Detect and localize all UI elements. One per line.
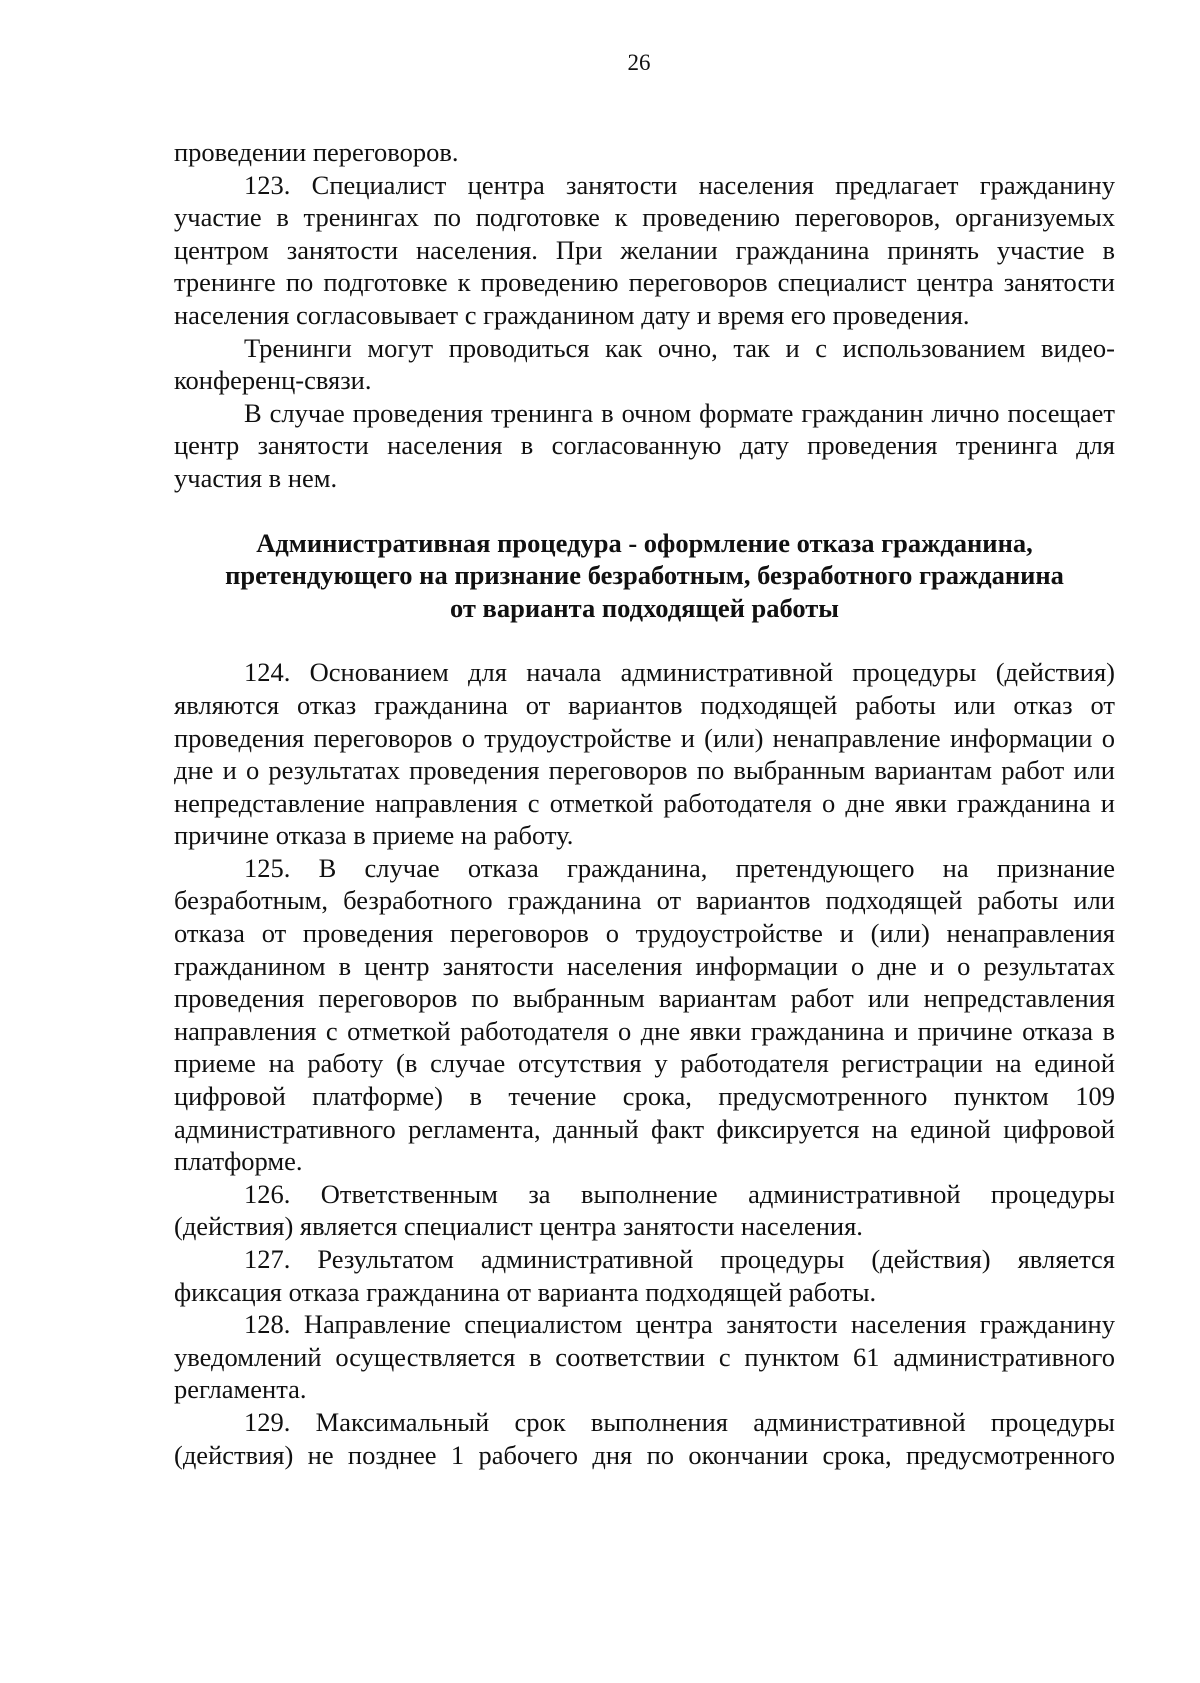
paragraph-124: 124. Основанием для начала административной процедуры (действия) являются отказ гражданина от вариантов подходящей работы или отказ от проведения переговоров о трудоустройстве и (или) ненаправление информации о дне и о результатах проведения переговоров по выбранным вариантам работ или непредставление направления с отметкой работодателя о дне явки гражданина и причине отказа в приеме на работу. [174,657,1115,851]
section-heading [174,527,1115,625]
paragraph-123: 123. Специалист центра занятости населения предлагает гражданину участие в тренингах по подготовке к проведению переговоров, организуемых центром занятости населения. При желании гражданина принять участие в тренинге по подготовке к проведению переговоров специалист центра занятости населения согласовывает с гражданином дату и время его проведения. [174,169,1115,330]
section-heading-line: от варианта подходящей работы [450,592,839,623]
paragraph-128: 128. Направление специалистом центра занятости населения гражданину уведомлений осуществляется в соответствии с пунктом 61 административного регламента. [174,1309,1115,1405]
page-number: 26 [627,50,651,75]
document-body [174,136,1115,1471]
paragraph-in-person-training: В случае проведения тренинга в очном формате гражданин лично посещает центр занятости населения в согласованную дату проведения тренинга для участия в нем. [174,397,1115,493]
paragraph-127: 127. Результатом административной процедуры (действия) является фиксация отказа гражданина от варианта подходящей работы. [174,1244,1115,1307]
paragraph-129: 129. Максимальный срок выполнения административной процедуры (действия) не позднее 1 рабочего дня по окончании срока, предусмотренного [174,1406,1115,1470]
section-heading-line: претендующего на признание безработным, безработного гражданина [225,560,1064,591]
section-heading-line: Административная процедура - оформление отказа гражданина, [256,527,1033,558]
paragraph-continuation: проведении переговоров. [174,137,459,167]
paragraph-126: 126. Ответственным за выполнение административной процедуры (действия) является специалист центра занятости населения. [174,1178,1115,1242]
spacer [174,624,1115,656]
spacer [174,495,1115,527]
paragraph-125: 125. В случае отказа гражданина, претендующего на признание безработным, безработного гражданина от вариантов подходящей работы или отказа от проведения переговоров о трудоустройстве и (или) ненаправления гражданином в центр занятости населения информации о дне и о результатах проведения переговоров по выбранным вариантам работ или непредставления направления с отметкой работодателя о дне явки гражданина и причине отказа в приеме на работу (в случае отсутствия у работодателя регистрации на единой цифровой платформе) в течение срока, предусмотренного пунктом 109 административного регламента, данный факт фиксируется на единой цифровой платформе. [174,852,1115,1177]
paragraph-trainings-format: Тренинги могут проводиться как очно, так и с использованием видео-конференц-связи. [174,332,1115,396]
